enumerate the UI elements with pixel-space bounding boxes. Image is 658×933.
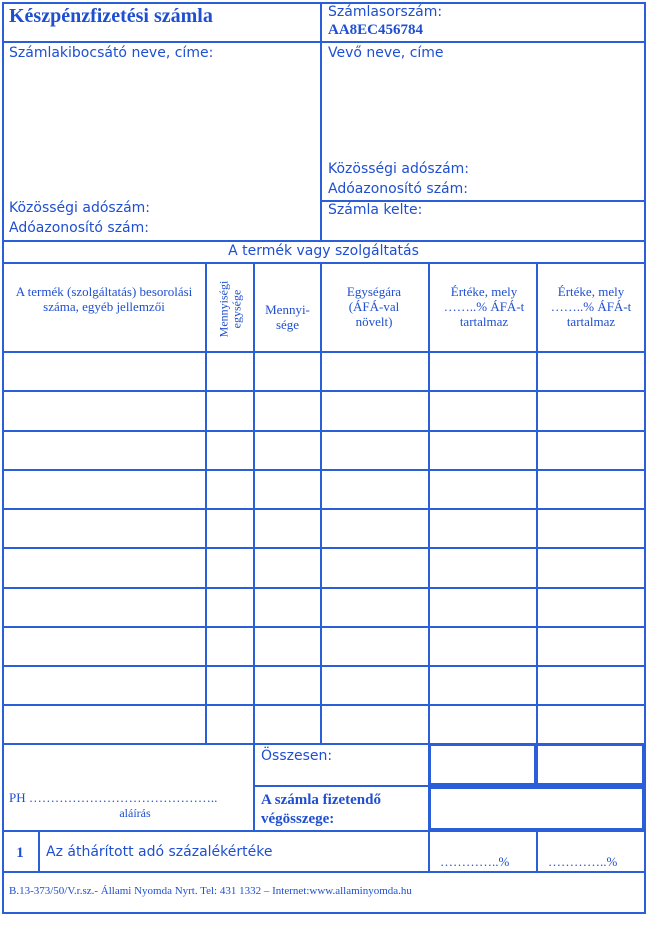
tax-percent-2[interactable]: …………..% [548, 854, 618, 869]
section-top-line [2, 240, 645, 242]
row-line-2 [2, 430, 645, 432]
issuer-name-label: Számlakibocsátó neve, címe: [9, 45, 214, 61]
total-value-2-box[interactable] [535, 743, 645, 786]
buyer-name-label: Vevő neve, címe [328, 45, 444, 61]
row-line-3 [2, 469, 645, 471]
tax-percent-1[interactable]: …………..% [440, 854, 510, 869]
col-line-2 [253, 262, 255, 744]
tax-rate-label: Az áthárított adó százalékértéke [46, 844, 273, 860]
tax-row-number-divider [38, 830, 40, 872]
col-header-quantity: Mennyi-sége [265, 302, 310, 332]
tax-row-top-line [2, 830, 645, 832]
tax-row-number: 1 [16, 845, 24, 861]
row-line-4 [2, 508, 645, 510]
row-line-7 [2, 626, 645, 628]
totals-middle-line [253, 785, 428, 787]
col-header-unit-price: Egységára (ÁFÁ-val növelt) [346, 284, 402, 329]
col-line-3 [320, 262, 322, 744]
col-header-unit-text: Mennyiségi egysége [216, 280, 244, 338]
frame-bottom [2, 912, 645, 914]
tax-row-bottom-line [2, 871, 645, 873]
col-header-value-1: Értéke, mely ……..% ÁFÁ-t tartalmaz [443, 284, 525, 329]
total-label: Összesen: [261, 748, 333, 764]
issuer-community-tax-label: Közösségi adószám: [9, 200, 150, 216]
col-line-4 [428, 262, 430, 744]
issuer-tax-id-label: Adóazonosító szám: [9, 220, 149, 236]
invoice-title: Készpénzfizetési számla [9, 5, 213, 27]
signature-label: aláírás [119, 806, 151, 820]
header-bottom-line [2, 41, 645, 43]
invoice-date-label: Számla kelte: [328, 202, 423, 218]
frame-left [2, 2, 4, 914]
payable-line-2: végösszege: [261, 811, 335, 827]
row-line-0 [2, 351, 645, 353]
col-header-unit [207, 270, 253, 348]
buyer-tax-id-label: Adóazonosító szám: [328, 181, 468, 197]
col-header-value-2: Értéke, mely ……..% ÁFÁ-t tartalmaz [550, 284, 632, 329]
col-line-5 [536, 262, 538, 744]
row-line-6 [2, 587, 645, 589]
buyer-community-tax-label: Közösségi adószám: [328, 161, 469, 177]
header-divider [320, 2, 322, 240]
row-line-9 [2, 704, 645, 706]
payable-amount-box[interactable] [428, 786, 645, 831]
section-title: A termék vagy szolgáltatás [228, 243, 419, 259]
column-header-top-line [2, 262, 645, 264]
col-header-item: A termék (szolgáltatás) besorolási száma, egyéb jellemzői [15, 284, 193, 314]
row-line-8 [2, 665, 645, 667]
col-line-1 [205, 262, 207, 744]
tax-row-divider-2 [536, 830, 538, 872]
total-value-1-box[interactable] [428, 743, 537, 786]
ph-line: PH …………………………………….. [9, 790, 218, 805]
row-line-5 [2, 547, 645, 549]
invoice-number: AA8EC456784 [328, 22, 424, 38]
invoice-number-label: Számlasorszám: [328, 4, 443, 20]
row-line-1 [2, 390, 645, 392]
tax-row-divider-1 [428, 830, 430, 872]
printer-info: B.13-373/50/V.r.sz.- Állami Nyomda Nyrt. Tel: 431 1332 – Internet:www.allaminyomda.hu [9, 885, 412, 897]
payable-line-1: A számla fizetendő [261, 792, 381, 808]
